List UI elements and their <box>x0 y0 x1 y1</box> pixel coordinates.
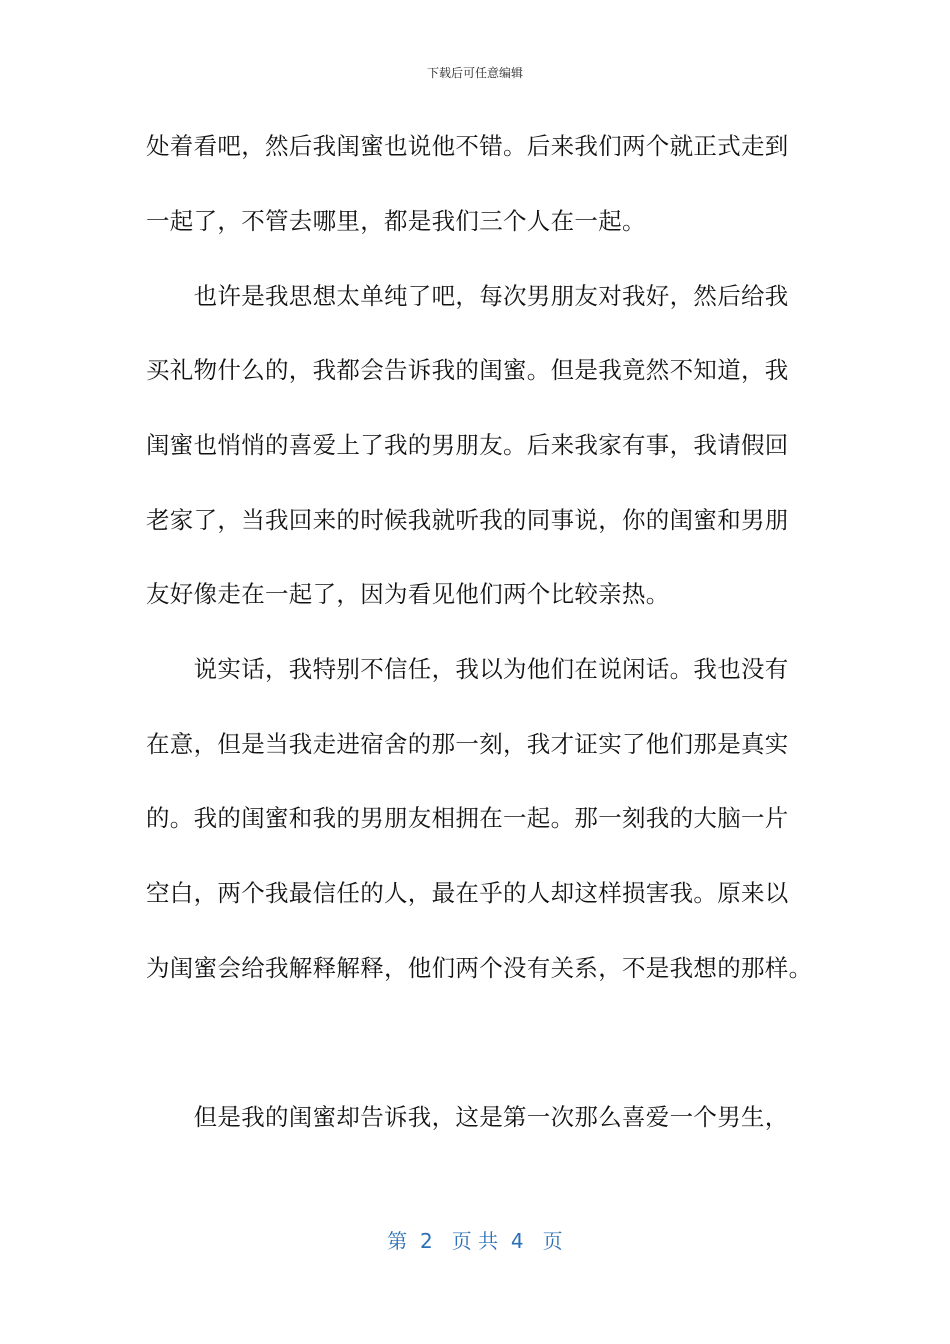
body-line-6: 老家了，当我回来的时候我就听我的同事说，你的闺蜜和男朋 <box>146 506 789 534</box>
page-header: 下载后可任意编辑 <box>426 66 523 80</box>
body-line-1: 处着看吧，然后我闺蜜也说他不错。后来我们两个就正式走到 <box>146 132 789 160</box>
body-line-10: 的。我的闺蜜和我的男朋友相拥在一起。那一刻我的大脑一片 <box>146 804 789 832</box>
body-line-4: 买礼物什么的，我都会告诉我的闺蜜。但是我竟然不知道，我 <box>146 356 789 384</box>
body-line-2: 一起了，不管去哪里，都是我们三个人在一起。 <box>146 207 646 235</box>
body-line-13: 但是我的闺蜜却告诉我，这是第一次那么喜爱一个男生， <box>146 1103 789 1131</box>
body-line-9: 在意，但是当我走进宿舍的那一刻，我才证实了他们那是真实 <box>146 730 789 758</box>
body-line-5: 闺蜜也悄悄的喜爱上了我的男朋友。后来我家有事，我请假回 <box>146 431 789 459</box>
body-line-3: 也许是我思想太单纯了吧，每次男朋友对我好，然后给我 <box>146 282 789 310</box>
body-line-11: 空白，两个我最信任的人，最在乎的人却这样损害我。原来以 <box>146 879 789 907</box>
body-line-7: 友好像走在一起了，因为看见他们两个比较亲热。 <box>146 580 670 608</box>
body-line-8: 说实话，我特别不信任，我以为他们在说闲话。我也没有 <box>146 655 789 683</box>
body-line-12: 为闺蜜会给我解释解释，他们两个没有关系，不是我想的那样。 <box>146 954 813 982</box>
page-footer: 第 2 页 共 4 页 <box>387 1229 563 1253</box>
